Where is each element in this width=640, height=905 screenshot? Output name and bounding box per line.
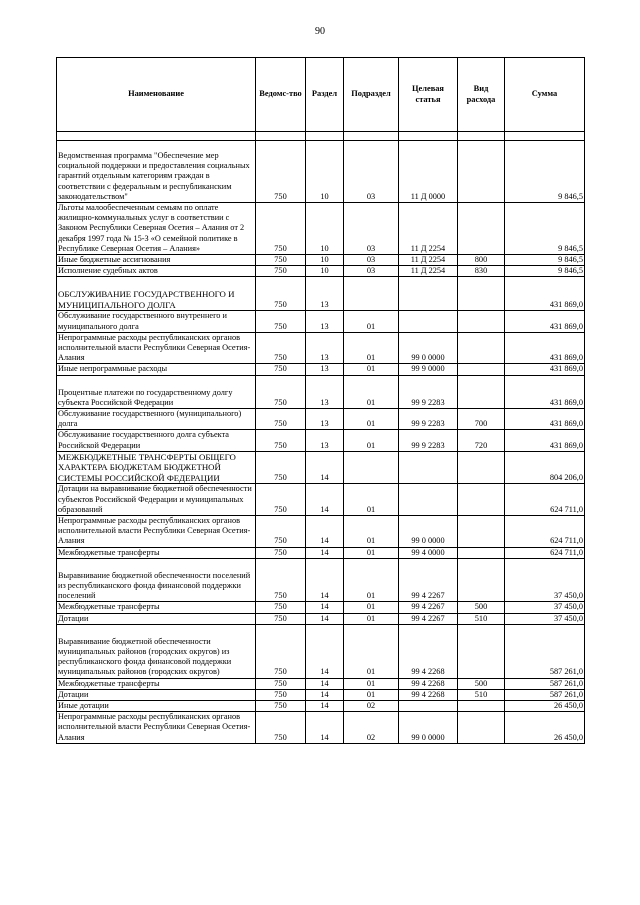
- cell-razdel: 14: [306, 547, 344, 558]
- cell-summa: 431 869,0: [505, 332, 585, 364]
- cell-vid: 830: [458, 266, 505, 277]
- cell-name: Обслуживание государственного внутреннего и муниципального долга: [57, 311, 256, 332]
- table-row: [57, 701, 585, 712]
- table-row: [57, 203, 585, 255]
- cell-vid: [458, 712, 505, 744]
- cell-podrazdel: 03: [344, 266, 399, 277]
- cell-vid: 800: [458, 255, 505, 266]
- cell-podrazdel: 03: [344, 141, 399, 203]
- table-row: [57, 266, 585, 277]
- cell-name: Обслуживание государственного долга субъекта Российской Федерации: [57, 430, 256, 451]
- cell-statya: 99 9 0000: [399, 364, 458, 375]
- cell-summa: 9 846,5: [505, 203, 585, 255]
- cell-vid: [458, 364, 505, 375]
- table-row: [57, 409, 585, 430]
- cell-summa: 587 261,0: [505, 624, 585, 678]
- table-row: [57, 277, 585, 311]
- cell-name: Процентные платежи по государственному долгу субъекта Российской Федерации: [57, 375, 256, 408]
- cell-statya: 99 4 0000: [399, 547, 458, 558]
- cell-summa: 9 846,5: [505, 266, 585, 277]
- cell-vid: [458, 332, 505, 364]
- cell-summa: 624 711,0: [505, 547, 585, 558]
- cell-podrazdel: [344, 451, 399, 484]
- cell-summa: 431 869,0: [505, 375, 585, 408]
- page-number: 90: [315, 26, 325, 37]
- table-row: [57, 332, 585, 364]
- spacer-row: [57, 132, 585, 141]
- cell-vid: 510: [458, 689, 505, 700]
- cell-summa: 431 869,0: [505, 409, 585, 430]
- table-row: [57, 712, 585, 744]
- cell-podrazdel: 01: [344, 547, 399, 558]
- cell-vedomstvo: 750: [256, 689, 306, 700]
- cell-vid: [458, 624, 505, 678]
- cell-podrazdel: 01: [344, 602, 399, 613]
- cell-vid: 720: [458, 430, 505, 451]
- cell-razdel: 14: [306, 624, 344, 678]
- cell-vedomstvo: 750: [256, 451, 306, 484]
- cell-vedomstvo: 750: [256, 602, 306, 613]
- table-row: [57, 255, 585, 266]
- cell-summa: 804 206,0: [505, 451, 585, 484]
- cell-statya: 99 9 2283: [399, 409, 458, 430]
- cell-name: Дотации на выравнивание бюджетной обеспеченности субъектов Российской Федерации и муниципальных образований: [57, 484, 256, 516]
- cell-summa: 624 711,0: [505, 515, 585, 547]
- cell-name: ОБСЛУЖИВАНИЕ ГОСУДАРСТВЕННОГО И МУНИЦИПАЛЬНОГО ДОЛГА: [57, 277, 256, 311]
- table-row: [57, 624, 585, 678]
- cell-name: Непрограммные расходы республиканских органов исполнительной власти Республики Северная Осетия-Алания: [57, 712, 256, 744]
- cell-podrazdel: 01: [344, 613, 399, 624]
- cell-razdel: 14: [306, 451, 344, 484]
- table-row: [57, 451, 585, 484]
- cell-statya: [399, 701, 458, 712]
- column-header-name: Наименование: [57, 58, 256, 132]
- cell-vedomstvo: 750: [256, 678, 306, 689]
- cell-summa: 9 846,5: [505, 255, 585, 266]
- cell-vid: [458, 701, 505, 712]
- table-row: [57, 364, 585, 375]
- column-header-statya: Целевая статья: [399, 58, 458, 132]
- cell-vid: 500: [458, 602, 505, 613]
- cell-name: МЕЖБЮДЖЕТНЫЕ ТРАНСФЕРТЫ ОБЩЕГО ХАРАКТЕРА БЮДЖЕТАМ БЮДЖЕТНОЙ СИСТЕМЫ РОССИЙСКОЙ ФЕДЕРАЦИИ: [57, 451, 256, 484]
- cell-name: Межбюджетные трансферты: [57, 678, 256, 689]
- cell-vedomstvo: 750: [256, 277, 306, 311]
- cell-podrazdel: [344, 277, 399, 311]
- cell-name: Непрограммные расходы республиканских органов исполнительной власти Республики Северная Осетия-Алания: [57, 332, 256, 364]
- table-body: [57, 132, 585, 744]
- table-row: [57, 430, 585, 451]
- column-header-vedomstvo: Ведомс-тво: [256, 58, 306, 132]
- cell-statya: 99 0 0000: [399, 515, 458, 547]
- cell-name: Исполнение судебных актов: [57, 266, 256, 277]
- cell-razdel: 10: [306, 255, 344, 266]
- cell-name: Выравнивание бюджетной обеспеченности поселений из республиканского фонда финансовой поддержки поселений: [57, 558, 256, 602]
- cell-summa: 37 450,0: [505, 613, 585, 624]
- budget-table: [56, 57, 585, 744]
- cell-podrazdel: 02: [344, 712, 399, 744]
- cell-vid: [458, 484, 505, 516]
- cell-statya: 99 9 2283: [399, 430, 458, 451]
- table-row: [57, 311, 585, 332]
- cell-summa: 624 711,0: [505, 484, 585, 516]
- table-row: [57, 602, 585, 613]
- cell-razdel: 14: [306, 515, 344, 547]
- cell-statya: 99 9 2283: [399, 375, 458, 408]
- cell-razdel: 10: [306, 203, 344, 255]
- column-header-summa: Сумма: [505, 58, 585, 132]
- cell-vid: 700: [458, 409, 505, 430]
- cell-statya: 11 Д 2254: [399, 203, 458, 255]
- cell-razdel: 13: [306, 311, 344, 332]
- cell-vedomstvo: 750: [256, 701, 306, 712]
- column-header-razdel: Раздел: [306, 58, 344, 132]
- cell-vid: [458, 277, 505, 311]
- cell-vid: [458, 515, 505, 547]
- cell-summa: 587 261,0: [505, 678, 585, 689]
- cell-podrazdel: 01: [344, 558, 399, 602]
- table-row: [57, 689, 585, 700]
- cell-razdel: 14: [306, 678, 344, 689]
- cell-podrazdel: 01: [344, 689, 399, 700]
- cell-statya: 99 4 2268: [399, 689, 458, 700]
- cell-name: Выравнивание бюджетной обеспеченности муниципальных районов (городских округов) из республиканского фонда финансовой поддержки муниципальных районов (городских округов): [57, 624, 256, 678]
- cell-statya: [399, 277, 458, 311]
- cell-podrazdel: 03: [344, 203, 399, 255]
- table-row: [57, 558, 585, 602]
- cell-razdel: 14: [306, 558, 344, 602]
- cell-razdel: 14: [306, 701, 344, 712]
- cell-name: Дотации: [57, 613, 256, 624]
- cell-vedomstvo: 750: [256, 375, 306, 408]
- table-row: [57, 375, 585, 408]
- cell-summa: 26 450,0: [505, 701, 585, 712]
- cell-vedomstvo: 750: [256, 515, 306, 547]
- cell-vedomstvo: 750: [256, 364, 306, 375]
- cell-razdel: 13: [306, 375, 344, 408]
- cell-summa: 26 450,0: [505, 712, 585, 744]
- cell-razdel: 13: [306, 277, 344, 311]
- cell-statya: [399, 484, 458, 516]
- table-row: [57, 678, 585, 689]
- cell-name: Иные дотации: [57, 701, 256, 712]
- cell-razdel: 13: [306, 430, 344, 451]
- cell-vedomstvo: 750: [256, 547, 306, 558]
- cell-vedomstvo: 750: [256, 332, 306, 364]
- table-row: [57, 613, 585, 624]
- cell-vedomstvo: 750: [256, 613, 306, 624]
- cell-summa: 431 869,0: [505, 311, 585, 332]
- cell-vid: [458, 375, 505, 408]
- cell-statya: 99 0 0000: [399, 712, 458, 744]
- cell-name: Непрограммные расходы республиканских органов исполнительной власти Республики Северная Осетия-Алания: [57, 515, 256, 547]
- column-header-vid: Вид расхода: [458, 58, 505, 132]
- cell-vedomstvo: 750: [256, 624, 306, 678]
- cell-podrazdel: 01: [344, 311, 399, 332]
- cell-name: Обслуживание государственного (муниципального) долга: [57, 409, 256, 430]
- cell-vid: [458, 311, 505, 332]
- cell-vid: [458, 451, 505, 484]
- cell-name: Льготы малообеспеченным семьям по оплате жилищно-коммунальных услуг в соответствии с Законом Республики Северная Осетия – Алания от 2 декабря 1997 года № 15-З «О семейной политике в Республике Северная Осетия – Алания»: [57, 203, 256, 255]
- cell-razdel: 14: [306, 484, 344, 516]
- cell-name: Иные бюджетные ассигнования: [57, 255, 256, 266]
- cell-razdel: 14: [306, 689, 344, 700]
- cell-podrazdel: 01: [344, 624, 399, 678]
- cell-vid: [458, 558, 505, 602]
- cell-vid: [458, 203, 505, 255]
- cell-summa: 587 261,0: [505, 689, 585, 700]
- table-row: [57, 547, 585, 558]
- cell-name: Межбюджетные трансферты: [57, 602, 256, 613]
- cell-name: Иные непрограммные расходы: [57, 364, 256, 375]
- cell-summa: 9 846,5: [505, 141, 585, 203]
- cell-vedomstvo: 750: [256, 255, 306, 266]
- cell-statya: 11 Д 0000: [399, 141, 458, 203]
- cell-podrazdel: 01: [344, 364, 399, 375]
- cell-name: Ведомственная программа "Обеспечение мер социальной поддержки и предоставления социальных гарантий отдельным категориям граждан в соответствии с федеральным и республиканским законодательством": [57, 141, 256, 203]
- cell-statya: 11 Д 2254: [399, 266, 458, 277]
- cell-summa: 431 869,0: [505, 277, 585, 311]
- cell-statya: 99 0 0000: [399, 332, 458, 364]
- cell-vedomstvo: 750: [256, 558, 306, 602]
- cell-razdel: 10: [306, 141, 344, 203]
- cell-razdel: 13: [306, 364, 344, 375]
- cell-summa: 431 869,0: [505, 364, 585, 375]
- cell-vedomstvo: 750: [256, 266, 306, 277]
- cell-statya: 11 Д 2254: [399, 255, 458, 266]
- cell-razdel: 14: [306, 613, 344, 624]
- cell-vedomstvo: 750: [256, 484, 306, 516]
- cell-summa: 431 869,0: [505, 430, 585, 451]
- cell-vid: [458, 141, 505, 203]
- cell-vedomstvo: 750: [256, 311, 306, 332]
- cell-statya: [399, 311, 458, 332]
- table-row: [57, 141, 585, 203]
- cell-statya: 99 4 2267: [399, 602, 458, 613]
- cell-statya: 99 4 2267: [399, 613, 458, 624]
- cell-statya: 99 4 2268: [399, 678, 458, 689]
- cell-summa: 37 450,0: [505, 558, 585, 602]
- cell-podrazdel: 02: [344, 701, 399, 712]
- cell-name: Межбюджетные трансферты: [57, 547, 256, 558]
- table-row: [57, 484, 585, 516]
- cell-name: Дотации: [57, 689, 256, 700]
- cell-vedomstvo: 750: [256, 141, 306, 203]
- cell-razdel: 13: [306, 409, 344, 430]
- cell-razdel: 13: [306, 332, 344, 364]
- cell-podrazdel: 01: [344, 430, 399, 451]
- cell-summa: 37 450,0: [505, 602, 585, 613]
- cell-podrazdel: 01: [344, 375, 399, 408]
- cell-vid: 500: [458, 678, 505, 689]
- cell-razdel: 10: [306, 266, 344, 277]
- cell-vid: 510: [458, 613, 505, 624]
- cell-statya: 99 4 2267: [399, 558, 458, 602]
- cell-vedomstvo: 750: [256, 430, 306, 451]
- column-header-podrazdel: Подраздел: [344, 58, 399, 132]
- cell-podrazdel: 01: [344, 409, 399, 430]
- cell-vid: [458, 547, 505, 558]
- cell-statya: 99 4 2268: [399, 624, 458, 678]
- cell-podrazdel: 01: [344, 332, 399, 364]
- cell-vedomstvo: 750: [256, 712, 306, 744]
- cell-razdel: 14: [306, 712, 344, 744]
- cell-podrazdel: 01: [344, 678, 399, 689]
- table-header-row: [57, 58, 585, 132]
- table-row: [57, 515, 585, 547]
- cell-podrazdel: 03: [344, 255, 399, 266]
- cell-vedomstvo: 750: [256, 409, 306, 430]
- cell-vedomstvo: 750: [256, 203, 306, 255]
- cell-podrazdel: 01: [344, 515, 399, 547]
- cell-podrazdel: 01: [344, 484, 399, 516]
- cell-statya: [399, 451, 458, 484]
- cell-razdel: 14: [306, 602, 344, 613]
